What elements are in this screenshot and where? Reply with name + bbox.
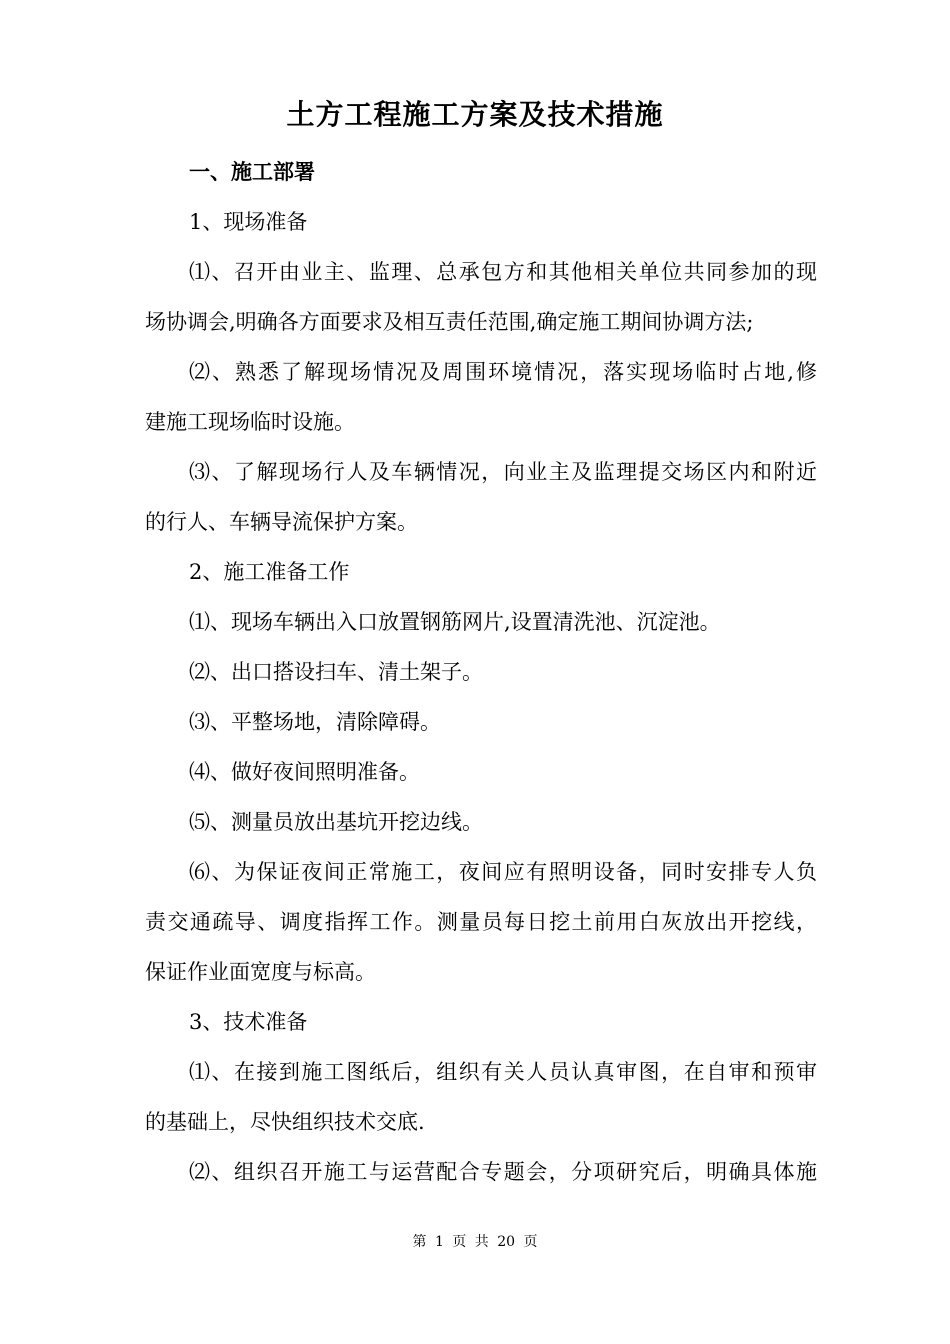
paragraph-line: ⑸、测量员放出基坑开挖边线。 <box>189 810 483 834</box>
paragraph-line: 保证作业面宽度与标高。 <box>145 960 376 984</box>
subsection-heading-construction-prep: 2、施工准备工作 <box>189 560 350 584</box>
paragraph-line: ⑵、组织召开施工与运营配合专题会，分项研究后，明确具体施 <box>189 1160 817 1184</box>
paragraph-line: ⑴、召开由业主、监理、总承包方和其他相关单位共同参加的现 <box>189 260 817 284</box>
subsection-heading-technical-prep: 3、技术准备 <box>189 1010 308 1034</box>
subsection-heading-site-prep: 1、现场准备 <box>189 210 308 234</box>
paragraph-line: 责交通疏导、调度指挥工作。测量员每日挖土前用白灰放出开挖线， <box>145 910 817 934</box>
paragraph-line: 场协调会,明确各方面要求及相互责任范围,确定施工期间协调方法; <box>145 310 754 334</box>
paragraph-line: ⑴、现场车辆出入口放置钢筋网片,设置清洗池、沉淀池。 <box>189 610 721 634</box>
paragraph-line: 的基础上，尽快组织技术交底. <box>145 1110 425 1134</box>
paragraph-line: ⑹、为保证夜间正常施工，夜间应有照明设备，同时安排专人负 <box>189 860 817 884</box>
document-body <box>145 147 817 1197</box>
document-title: 土方工程施工方案及技术措施 <box>286 98 664 131</box>
page-number-footer: 第 1 页 共 20 页 <box>412 1234 538 1250</box>
section-heading-deployment: 一、施工部署 <box>189 159 315 184</box>
paragraph-line: ⑵、出口搭设扫车、清土架子。 <box>189 660 483 684</box>
paragraph-line: ⑶、平整场地，清除障碍。 <box>189 710 441 734</box>
paragraph-line: ⑷、做好夜间照明准备。 <box>189 760 420 784</box>
paragraph-line: 建施工现场临时设施。 <box>145 410 355 434</box>
paragraph-line: 的行人、车辆导流保护方案。 <box>145 510 418 534</box>
paragraph-line: ⑴、在接到施工图纸后，组织有关人员认真审图，在自审和预审 <box>189 1060 817 1084</box>
paragraph-line: ⑵、熟悉了解现场情况及周围环境情况，落实现场临时占地,修 <box>189 360 817 384</box>
paragraph-line: ⑶、了解现场行人及车辆情况，向业主及监理提交场区内和附近 <box>189 460 817 484</box>
